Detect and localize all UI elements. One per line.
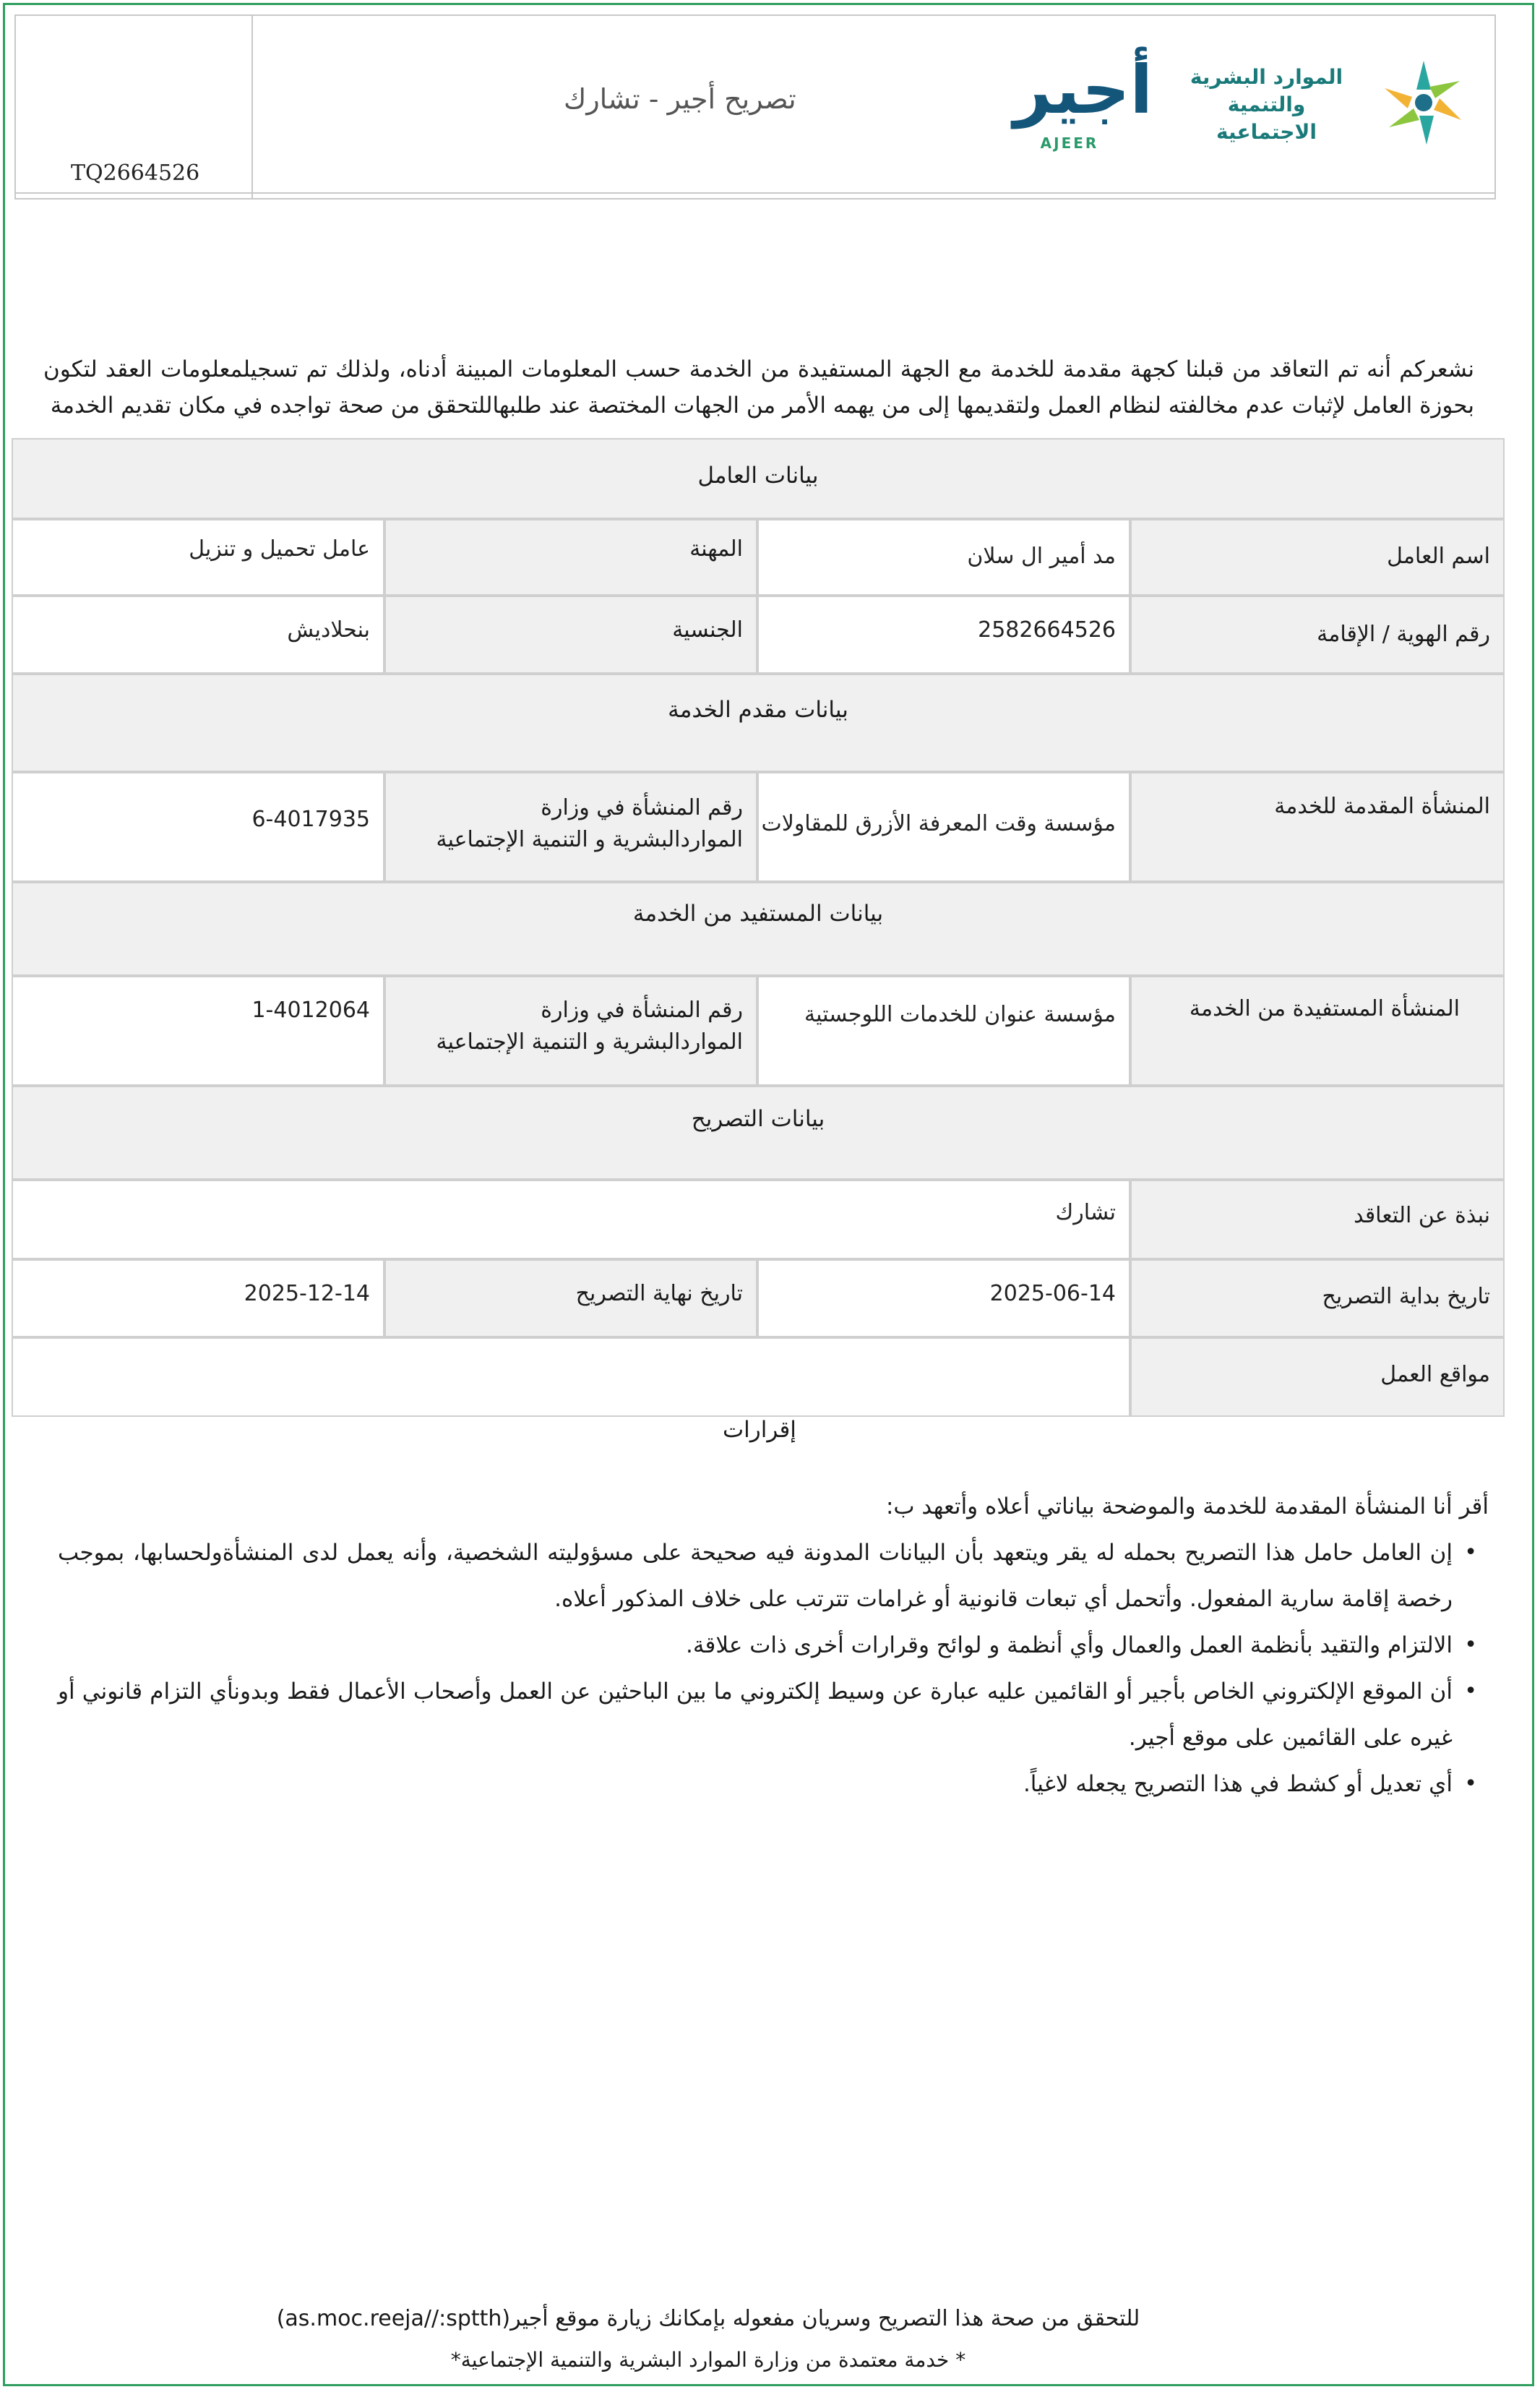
declaration-item: • أي تعديل أو كشط في هذا التصريح يجعله لاغياً. [58,1761,1453,1807]
permit-section-title: بيانات التصريح [691,1106,825,1132]
ministry-approval-note: * خدمة معتمدة من وزارة الموارد البشرية والتنمية الإجتماعية* [450,2348,966,2372]
intro-paragraph: نشعركم أنه تم التعاقد من قبلنا كجهة مقدمة للخدمة مع الجهة المستفيدة من الخدمة حسب المعلومات المبينة أدناه، ولذلك تم تسجيلمعلومات العقد لتكون بحوزة العامل لإثبات عدم مخالفته لنظام العمل ولتقديمها إلى من يهمه الأمر من الجهات المختصة عند طلبهاللتحقق من صحة تواجده في مكان تقديم الخدمة [43,356,1474,419]
provider-section-title: بيانات مقدم الخدمة [668,697,848,723]
nationality-value: بنحلاديش [287,617,370,643]
end-date-label: تاريخ نهاية التصريح [575,1281,743,1306]
start-date-value: 2025-06-14 [989,1281,1116,1306]
ajeer-logo: أجير [1013,51,1153,129]
reference-number: TQ2664526 [71,160,200,186]
provider-section-row [12,674,1505,772]
beneficiary-number-label: رقم المنشأة في وزارة المواردالبشرية و التنمية الإجتماعية [436,998,743,1055]
ministry-logo-line2: والتنمية الاجتماعية [1216,93,1317,144]
work-sites-label: مواقع العمل [1380,1362,1490,1387]
work-sites-row [12,1337,1505,1417]
provider-number-value: 6-4017935 [251,807,370,832]
header-divider [251,16,253,198]
declaration-item: • الالتزام والتقيد بأنظمة العمل والعمال وأي أنظمة و لوائح وقرارات أخرى ذات علاقة. [58,1622,1453,1668]
provider-entity-value: مؤسسة وقت المعرفة الأزرق للمقاولات [761,811,1116,836]
declarations-title: إقرارات [723,1417,796,1443]
beneficiary-row [12,976,1505,1086]
header-bottom-line [16,192,1494,194]
profession-value: عامل تحميل و تنزيل [189,536,370,562]
beneficiary-entity-label: المنشأة المستفيدة من الخدمة [1189,996,1460,1021]
beneficiary-number-value: 1-4012064 [251,998,370,1023]
declaration-item: • إن العامل حامل هذا التصريح بحمله له يقر ويتعهد بأن البيانات المدونة فيه صحيحة على مسؤوليته الشخصية، وأنه يعمل لدى المنشأةولحسابها، بموجب رخصة إقامة سارية المفعول. وأتحمل أي تبعات قانونية أو غرامات تترتب على خلاف المذكور أعلاه. [58,1530,1453,1622]
worker-id-row [12,596,1505,674]
id-label: رقم الهوية / الإقامة [1317,622,1490,647]
worker-section-row [12,438,1505,519]
declarations-lead: أقر أنا المنشأة المقدمة للخدمة والموضحة بياناتي أعلاه وأتعهد ب: [885,1493,1489,1519]
ajeer-logo-latin: AJEER [1040,134,1099,152]
worker-name-label: اسم العامل [1387,544,1490,569]
worker-section-title: بيانات العامل [697,463,819,489]
about-value: تشارك [1055,1200,1116,1225]
beneficiary-section-title: بيانات المستفيد من الخدمة [632,901,884,927]
beneficiary-entity-value: مؤسسة عنوان للخدمات اللوجستية [804,1002,1116,1027]
beneficiary-section-row [12,882,1505,976]
start-date-label: تاريخ بداية التصريح [1322,1284,1490,1309]
worker-name-value: مد أمير ال سلان [967,544,1116,569]
worker-name-row [12,519,1505,596]
verification-note: للتحقق من صحة هذا التصريح وسريان مفعوله بإمكانك زيارة موقع أجير(as.moc.reeja//:sptth) [276,2306,1140,2331]
dates-row [12,1259,1505,1337]
nationality-label: الجنسية [672,617,743,643]
end-date-value: 2025-12-14 [244,1281,370,1306]
provider-entity-label: المنشأة المقدمة للخدمة [1274,794,1490,819]
declaration-item: • أن الموقع الإلكتروني الخاص بأجير أو القائمين عليه عبارة عن وسيط إلكتروني ما بين الباحثين عن العمل وأصحاب الأعمال فقط وبدونأي التزام قانوني أو غيره على القائمين على موقع أجير. [58,1668,1453,1761]
provider-row [12,772,1505,882]
profession-label: المهنة [689,536,743,562]
ministry-logo-line1: الموارد البشرية [1190,65,1343,89]
ministry-logo-text [1185,64,1348,146]
about-label: نبذة عن التعاقد [1354,1203,1490,1228]
provider-number-label: رقم المنشأة في وزارة المواردالبشرية و التنمية الإجتماعية [436,795,743,852]
declarations [58,1483,1489,1807]
permit-section-row [12,1086,1505,1180]
id-value: 2582664526 [978,617,1116,643]
about-row [12,1180,1505,1259]
document-title: تصريح أجير - تشارك [564,83,796,115]
declarations-list [58,1530,1489,1807]
